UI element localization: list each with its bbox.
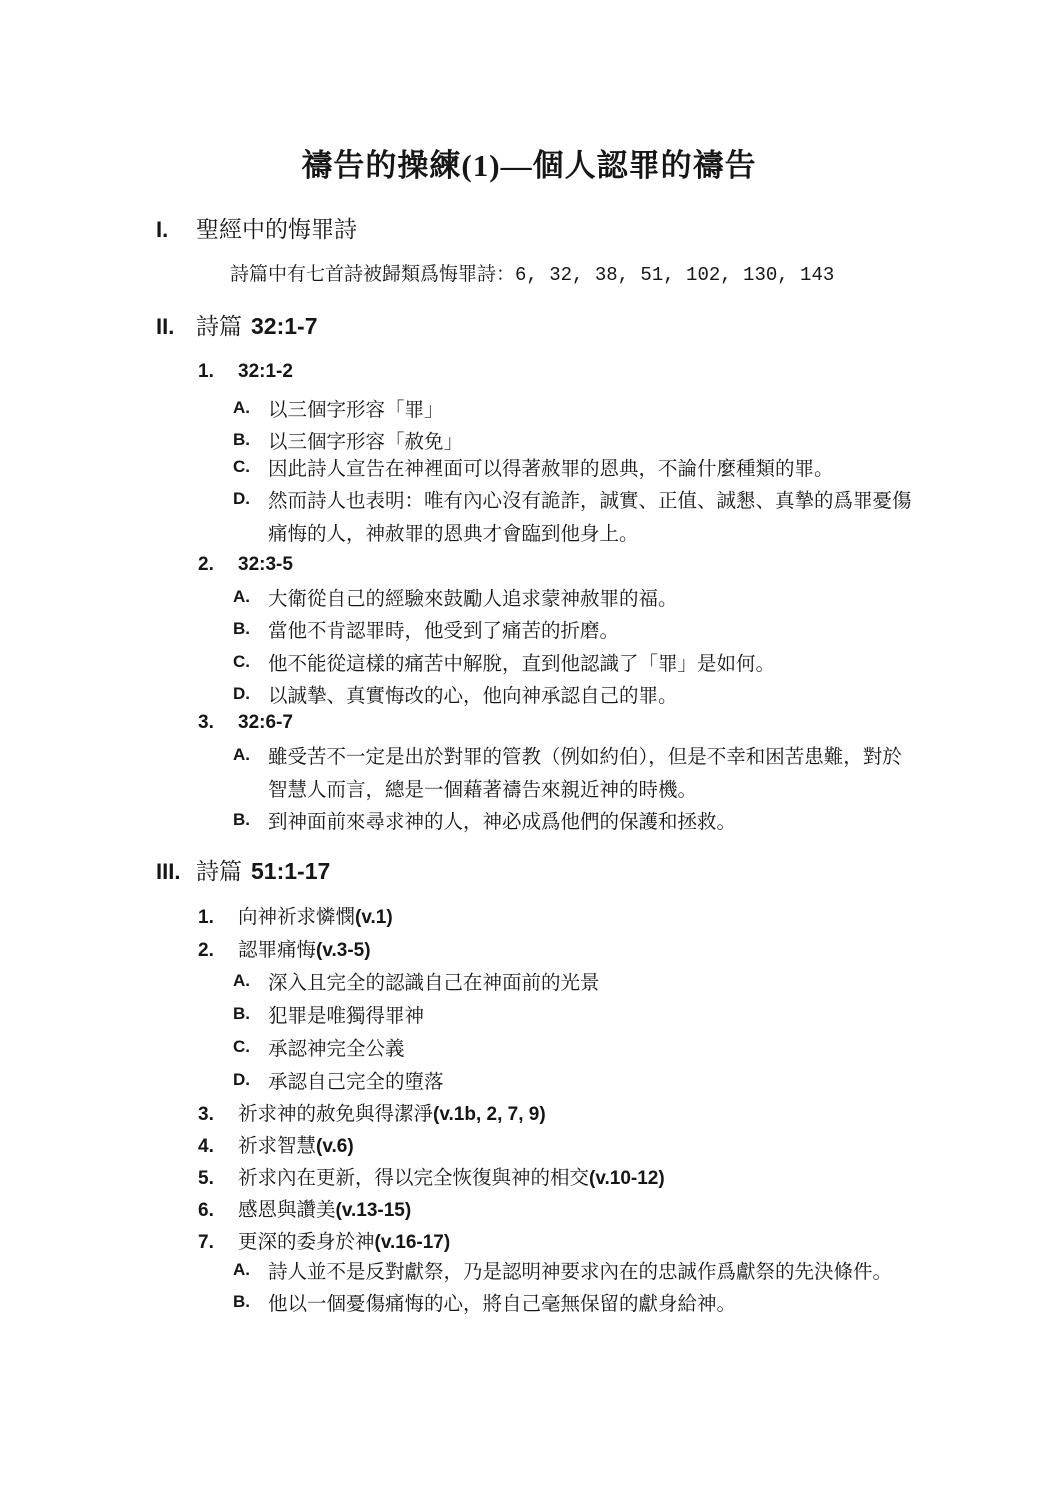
penitential-psalms-note xyxy=(230,259,834,286)
subitem-text: 犯罪是唯獨得罪神 xyxy=(268,1006,425,1027)
subitem-text: 他以一個憂傷痛悔的心，將自己毫無保留的獻身給神。 xyxy=(268,1294,737,1315)
outline-item xyxy=(198,361,293,383)
subitem-letter: A. xyxy=(233,1260,250,1279)
outline-subitem xyxy=(233,1033,918,1066)
subitem-letter: B. xyxy=(233,810,250,829)
subitem-letter: D. xyxy=(233,684,250,703)
item-number: 7. xyxy=(198,1232,214,1253)
verse-reference: (v.1) xyxy=(355,907,393,928)
outline-subitem xyxy=(233,648,918,681)
subitem-text: 以三個字形容「赦免」 xyxy=(268,432,464,453)
section-marker: II. xyxy=(156,314,175,339)
subitem-text: 他不能從這樣的痛苦中解脫，直到他認識了「罪」是如何。 xyxy=(268,654,776,675)
item-number: 1. xyxy=(198,907,214,928)
verse-reference: 32:1-7 xyxy=(251,313,318,339)
item-text: 祈求神的赦免與得潔淨 xyxy=(238,1104,434,1125)
item-number: 3. xyxy=(198,1104,214,1125)
item-number: 1. xyxy=(198,361,214,382)
subitem-text: 承認神完全公義 xyxy=(268,1039,405,1060)
outline-item xyxy=(198,712,293,734)
item-number: 2. xyxy=(198,940,214,961)
outline-item xyxy=(198,1098,546,1126)
subitem-letter: A. xyxy=(233,587,250,606)
subitem-letter: B. xyxy=(233,1004,250,1023)
item-number: 6. xyxy=(198,1200,214,1221)
subitem-text: 因此詩人宣告在神裡面可以得著赦罪的恩典，不論什麼種類的罪。 xyxy=(268,459,834,480)
outline-subitem xyxy=(233,1288,918,1321)
outline-subitem xyxy=(233,1000,918,1033)
outline-subitem xyxy=(233,967,918,1000)
item-text: 認罪痛悔 xyxy=(238,940,317,961)
subitem-letter: B. xyxy=(233,1292,250,1311)
outline-item xyxy=(198,1162,665,1190)
outline-item xyxy=(198,901,393,929)
item-number: 2. xyxy=(198,554,214,575)
subitem-text: 以三個字形容「罪」 xyxy=(268,400,444,421)
subitem-text: 大衛從自己的經驗來鼓勵人追求蒙神赦罪的福。 xyxy=(268,589,678,610)
item-number: 4. xyxy=(198,1136,214,1157)
subitem-letter: D. xyxy=(233,489,250,508)
verse-reference: 51:1-17 xyxy=(251,858,331,884)
verse-reference: 32:3-5 xyxy=(238,554,293,575)
outline-subitem xyxy=(233,394,918,427)
subitem-letter: A. xyxy=(233,398,250,417)
item-text: 更深的委身於神 xyxy=(238,1232,375,1253)
section-heading-3 xyxy=(156,853,330,886)
outline-item xyxy=(198,934,371,962)
verse-reference: (v.13-15) xyxy=(335,1200,412,1221)
outline-subitem xyxy=(233,741,918,807)
outline-subitem xyxy=(233,583,918,616)
section-heading-1 xyxy=(156,211,357,244)
section-title: 詩篇 xyxy=(196,859,242,884)
outline-subitem xyxy=(233,615,918,648)
subitem-letter: A. xyxy=(233,971,250,990)
subitem-letter: C. xyxy=(233,652,250,671)
subitem-letter: B. xyxy=(233,619,250,638)
item-number: 3. xyxy=(198,712,214,733)
section-heading-2 xyxy=(156,308,317,341)
outline-item xyxy=(198,554,293,576)
outline-subitem xyxy=(233,806,918,839)
outline-subitem xyxy=(233,1256,918,1289)
outline-subitem xyxy=(233,1066,918,1099)
document-title: 禱告的操練(1)—個人認罪的禱告 xyxy=(301,148,757,183)
subitem-text: 以誠摯、真實悔改的心，他向神承認自己的罪。 xyxy=(268,686,678,707)
verse-reference: (v.1b, 2, 7, 9) xyxy=(433,1104,546,1125)
subitem-text: 當他不肯認罪時，他受到了痛苦的折磨。 xyxy=(268,621,620,642)
item-text: 祈求內在更新，得以完全恢復與神的相交 xyxy=(238,1168,590,1189)
section-marker: I. xyxy=(156,217,169,242)
note-text: 詩篇中有七首詩被歸類爲悔罪詩： xyxy=(230,264,516,285)
subitem-letter: A. xyxy=(233,745,250,764)
subitem-text: 深入且完全的認識自己在神面前的光景 xyxy=(268,973,600,994)
subitem-letter: B. xyxy=(233,430,250,449)
item-text: 感恩與讚美 xyxy=(238,1200,336,1221)
outline-item xyxy=(198,1194,411,1222)
verse-reference: (v.6) xyxy=(316,1136,354,1157)
item-text: 向神祈求憐憫 xyxy=(238,907,356,928)
outline-subitem xyxy=(233,680,918,713)
outline-item xyxy=(198,1130,354,1158)
outline-subitem xyxy=(233,485,918,551)
subitem-letter: D. xyxy=(233,1070,250,1089)
verse-reference: 32:1-2 xyxy=(238,361,293,382)
subitem-text: 到神面前來尋求神的人，神必成爲他們的保護和拯救。 xyxy=(268,812,737,833)
subitem-letter: C. xyxy=(233,1037,250,1056)
section-marker: III. xyxy=(156,859,181,884)
verse-reference: 32:6-7 xyxy=(238,712,293,733)
verse-reference: (v.3-5) xyxy=(316,940,371,961)
section-title: 詩篇 xyxy=(196,314,242,339)
subitem-text: 雖受苦不一定是出於對罪的管教（例如約伯），但是不幸和困苦患難，對於智慧人而言，總是一個藉著禱告來親近神的時機。 xyxy=(268,747,902,801)
psalm-numbers: 6, 32, 38, 51, 102, 130, 143 xyxy=(515,264,835,286)
outline-subitem xyxy=(233,453,918,486)
section-title: 聖經中的悔罪詩 xyxy=(196,217,357,242)
item-text: 祈求智慧 xyxy=(238,1136,317,1157)
outline-item xyxy=(198,1226,450,1254)
subitem-letter: C. xyxy=(233,457,250,476)
item-number: 5. xyxy=(198,1168,214,1189)
subitem-text: 然而詩人也表明：唯有內心沒有詭詐，誠實、正值、誠懇、真摯的爲罪憂傷痛悔的人，神赦罪的恩典才會臨到他身上。 xyxy=(268,491,912,545)
subitem-text: 承認自己完全的墮落 xyxy=(268,1072,444,1093)
verse-reference: (v.10-12) xyxy=(589,1168,665,1189)
subitem-text: 詩人並不是反對獻祭，乃是認明神要求內在的忠誠作爲獻祭的先決條件。 xyxy=(268,1262,893,1283)
verse-reference: (v.16-17) xyxy=(374,1232,451,1253)
